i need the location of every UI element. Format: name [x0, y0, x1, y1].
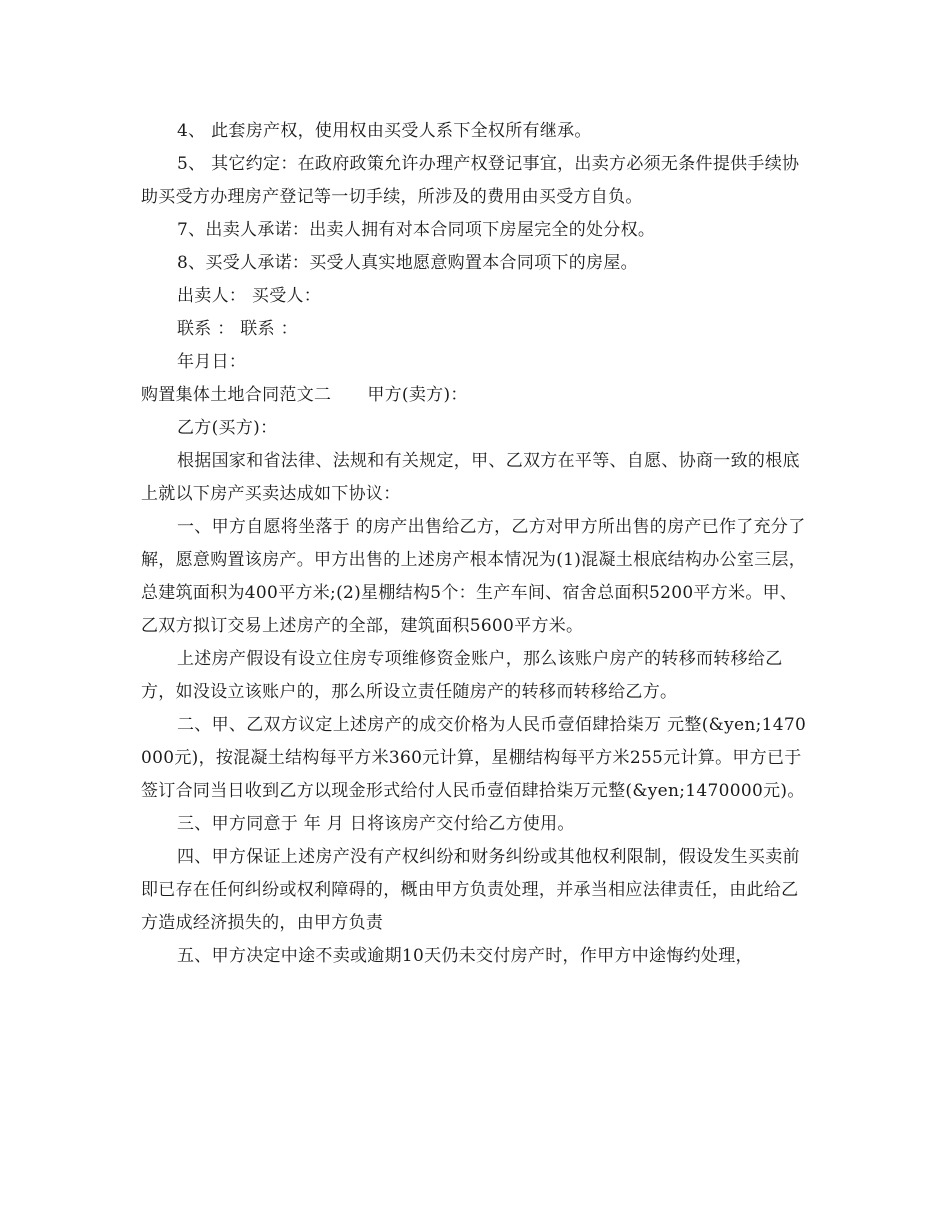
preamble-paragraph: 根据国家和省法律、法规和有关规定，甲、乙双方在平等、自愿、协商一致的根底上就以下房产买卖达成如下协议：: [141, 451, 800, 504]
clause-4: 四、甲方保证上述房产没有产权纠纷和财务纠纷或其他权利限制，假设发生买卖前即已存在任何纠纷或权利障碍的，概由甲方负责处理，并承当相应法律责任，由此给乙方造成经济损失的，由甲方负责: [141, 847, 800, 933]
contract-title-line: [141, 379, 811, 412]
contract-title: 购置集体土地合同范文二: [141, 385, 332, 405]
clause-5: 五、甲方决定中途不卖或逾期10天仍未交付房产时，作甲方中途悔约处理，: [177, 946, 753, 966]
signature-seller-buyer: 出卖人： 买受人：: [177, 286, 322, 306]
clause-1: 一、甲方自愿将坐落于 的房产出售给乙方，乙方对甲方所出售的房产已作了充分了解，愿意购置该房产。甲方出售的上述房产根本情况为(1)混凝土根底结构办公室三层，总建筑面积为400平方米;(2)星棚结构5个：生产车间、宿舍总面积5200平方米。甲、乙双方拟订交易上述房产的全部，建筑面积5600平方米。: [141, 517, 807, 636]
paragraph-item-5: 5、 其它约定：在政府政策允许办理产权登记事宜，出卖方必须无条件提供手续协助买受方办理房产登记等一切手续，所涉及的费用由买受方自负。: [141, 154, 800, 207]
party-a-label: 甲方(卖方)：: [367, 385, 468, 405]
clause-3: 三、甲方同意于 年 月 日将该房产交付给乙方使用。: [177, 814, 575, 834]
document-body: [141, 115, 811, 973]
paragraph-item-8: 8、买受人承诺：买受人真实地愿意购置本合同项下的房屋。: [177, 253, 638, 273]
paragraph-item-7: 7、出卖人承诺：出卖人拥有对本合同项下房屋完全的处分权。: [177, 220, 656, 240]
clause-1-maintenance: 上述房产假设有设立住房专项维修资金账户，那么该账户房产的转移而转移给乙方，如没设立该账户的，那么所设立责任随房产的转移而转移给乙方。: [141, 649, 783, 702]
signature-contact: 联系 ： 联系 ：: [177, 319, 298, 339]
signature-date: 年月日：: [177, 352, 247, 372]
clause-2: 二、甲、乙双方议定上述房产的成交价格为人民币壹佰肆拾柒万 元整(&yen;1470000元)，按混凝土结构每平方米360元计算，星棚结构每平方米255元计算。甲方已于签订合同当日收到乙方以现金形式给付人民币壹佰肆拾柒万元整(&yen;1470000元)。: [141, 715, 807, 801]
party-b-label: 乙方(买方)：: [177, 418, 278, 438]
paragraph-item-4: 4、 此套房产权，使用权由买受人系下全权所有继承。: [177, 121, 592, 141]
